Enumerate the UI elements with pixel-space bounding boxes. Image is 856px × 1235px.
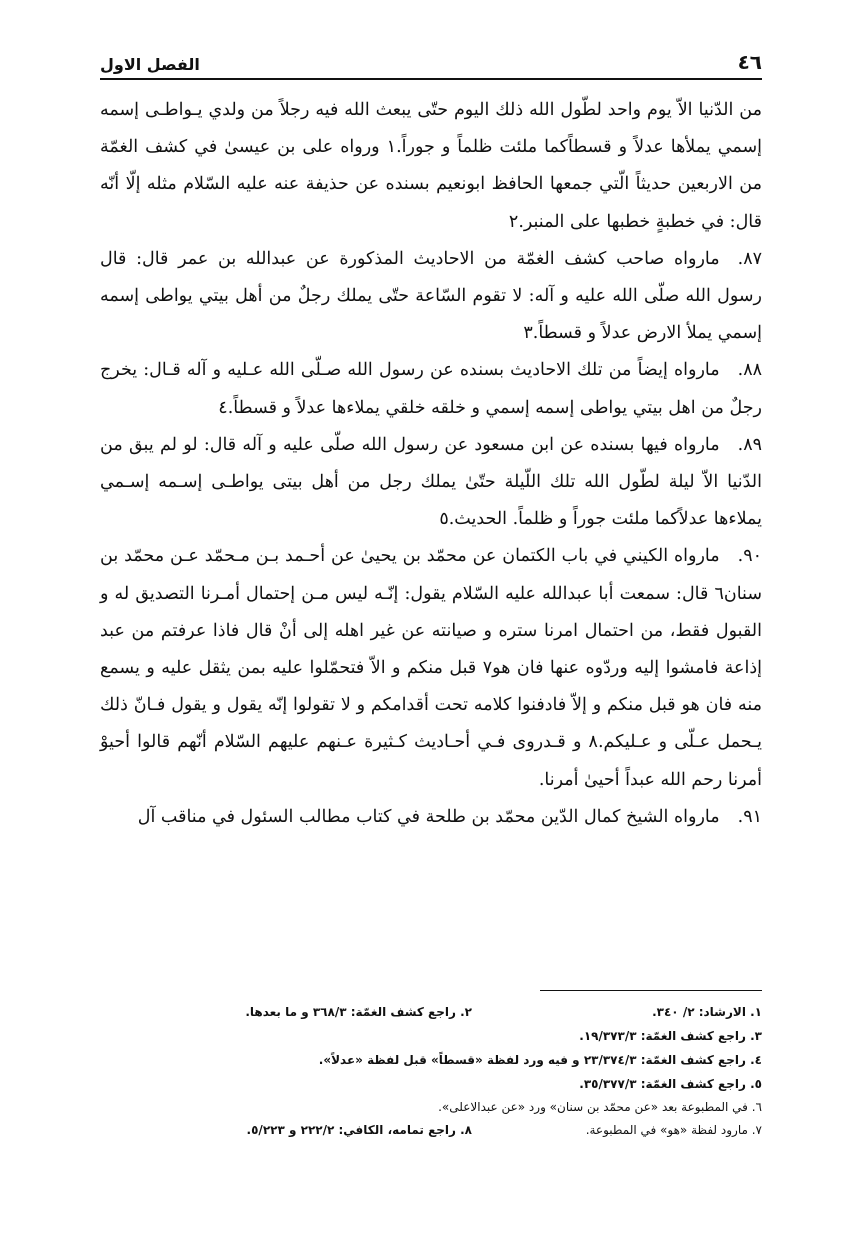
footnote-1: ١. الارشاد: ٢/ ٣٤٠. bbox=[652, 1005, 762, 1019]
page-number: ٤٦ bbox=[737, 50, 762, 74]
paragraph-number: ٨٧. bbox=[737, 248, 762, 269]
footnote-4: ٤. راجع كشف الغمّة: ٢٣/٣٧٤/٣ و فيه ورد لفظة «قسطاً» قبل لفظة «عدلاً». bbox=[318, 1053, 762, 1067]
footnote-7: ٧. مارود لفظة «هو» في المطبوعة. bbox=[585, 1123, 762, 1137]
footnote-2: ٢. راجع كشف الغمّة: ٣٦٨/٣ و ما بعدها. bbox=[245, 1005, 472, 1019]
footnote-8: ٨. راجع تمامه، الكافي: ٢٢٢/٢ و ٥/٢٢٣. bbox=[246, 1123, 472, 1137]
main-text bbox=[100, 92, 762, 836]
paragraph-text: مارواه فيها بسنده عن ابن مسعود عن رسول الله صلّى عليه و آله قال: لو لم يبق من الدّنيا الاّ ليلة لطّول الله تلك اللّيلة حتّىٰ يملك رجل من أهل بيتى يواطـى إسـمه إسـمي يملاءها عدلاًكما ملئت جوراً و ظلماً. الحديث.٥ bbox=[100, 434, 762, 530]
paragraph-88 bbox=[100, 352, 762, 426]
paragraph-91 bbox=[100, 799, 762, 836]
header-divider bbox=[100, 78, 762, 80]
page-header bbox=[100, 44, 762, 74]
paragraph-87 bbox=[100, 241, 762, 353]
paragraph-number: ٨٩. bbox=[737, 434, 762, 455]
footnotes bbox=[150, 1000, 762, 1142]
paragraph-text: مارواه الشيخ كمال الدّين محمّد بن طلحة في كتاب مطالب السئول في مناقب آل bbox=[137, 806, 720, 827]
paragraph-number: ٩٠. bbox=[737, 546, 762, 567]
footnote-row bbox=[150, 1118, 762, 1142]
footnote-divider bbox=[540, 990, 762, 991]
paragraph-text: مارواه الكيني في باب الكتمان عن محمّد بن يحيىٰ عن أحـمد بـن مـحمّد عـن محمّد بن سنان٦ قال: سمعت أبا عبدالله عليه السّلام يقول: إنّـه ليس مـن إحتمال أمـرنا التصديق له و القبول فقط، من احتمال امرنا ستره و صيانته عن غير اهله إلى أنْ قال فاذا عرفتم من عبد إذاعة فامشوا إليه وردّوه عنها فان هو٧ قبل منكم و الاّ فتحمّلوا عليه بمن يثقل عليه و يسمع منه فان هو قبل منكم و إلاّ فادفنوا كلامه تحت أقدامكم و لا تقولوا إنّه يقول و يقول فـانّ ذلك يـحمل عـلّى و عـليكم.٨ و قـدروى فـي أحـاديث كـثيرة عـنهم عليهم السّلام أنّهم قالوا أحيوْ أمرنا رحم الله عبداً أحيىٰ أمرنا. bbox=[100, 546, 762, 790]
footnote-row bbox=[150, 1000, 762, 1024]
footnote-row bbox=[150, 1072, 762, 1096]
chapter-title: الفصل الاول bbox=[100, 55, 200, 74]
footnote-3: ٣. راجع كشف الغمّة: ١٩/٣٧٣/٣. bbox=[579, 1029, 762, 1043]
paragraph-89 bbox=[100, 427, 762, 539]
paragraph-90 bbox=[100, 538, 762, 798]
footnote-row bbox=[150, 1048, 762, 1072]
paragraph-continuation: من الدّنيا الاّ يوم واحد لطّول الله ذلك اليوم حتّى يبعث الله فيه رجلاً من ولدي يـواطـى إسمه إسمي يملأها عدلاً و قسطاًكما ملئت ظلماً و جوراً.١ ورواه على بن عيسىٰ في كشف الغمّة من الاربعين حديثاً الّتي جمعها الحافظ ابونعيم بسنده عن حذيفة عنه عليه السّلام مثله إلّا أنّه قال: في خطبةٍ خطبها على المنبر.٢ bbox=[100, 100, 762, 232]
paragraph-number: ٩١. bbox=[737, 806, 762, 827]
paragraph-text: مارواه صاحب كشف الغمّة من الاحاديث المذكورة عن عبدالله بن عمر قال: قال رسول الله صلّى الله عليه و آله: لا تقوم السّاعة حتّى يملك رجلٌ من أهل بيتي يواطى إسمه إسمي يملأ الارض عدلاً و قسطاً.٣ bbox=[100, 248, 762, 344]
footnote-row bbox=[150, 1096, 762, 1118]
footnote-5: ٥. راجع كشف الغمّة: ٣٥/٣٧٧/٣. bbox=[579, 1077, 762, 1091]
paragraph-number: ٨٨. bbox=[737, 360, 762, 381]
footnote-6: ٦. في المطبوعة بعد «عن محمّد بن سنان» ورد «عن عبدالاعلى». bbox=[438, 1100, 762, 1114]
paragraph-text: مارواه إيضاً من تلك الاحاديث بسنده عن رسول الله صـلّى الله عـليه و آله قـال: يخرج رجلٌ من اهل بيتي يواطى إسمه إسمي و خلقه خلقي يملاءها عدلاً و قسطاً.٤ bbox=[100, 360, 762, 418]
footnote-row bbox=[150, 1024, 762, 1048]
